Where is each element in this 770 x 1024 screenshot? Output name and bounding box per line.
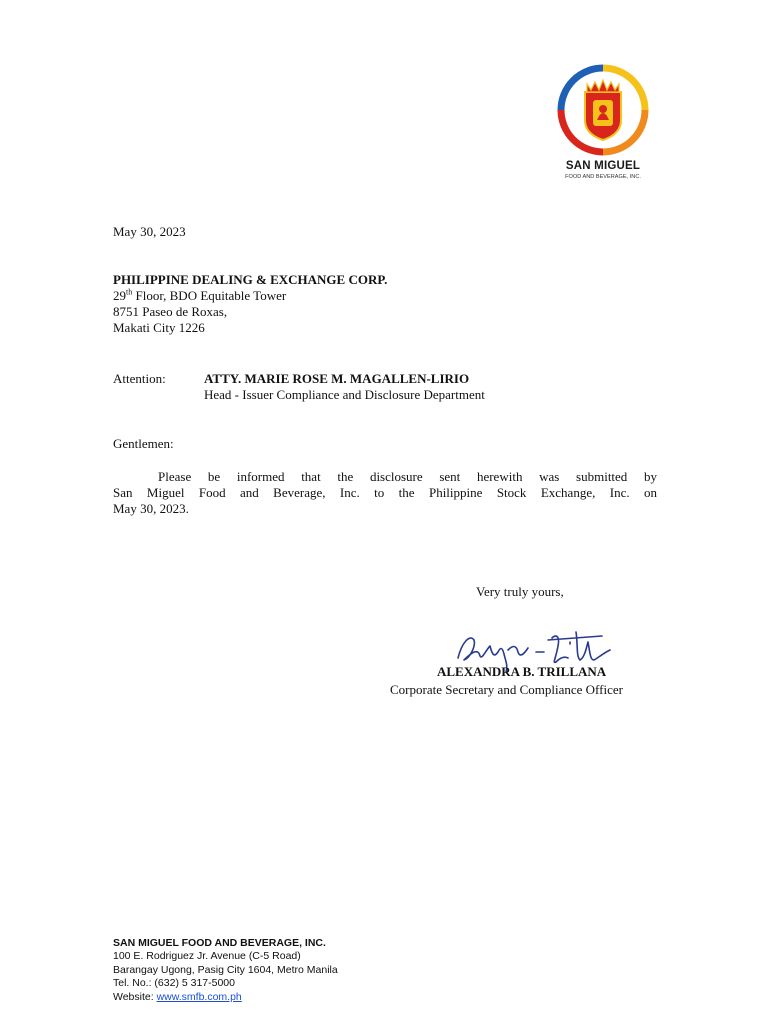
attention-label: Attention: — [113, 371, 166, 386]
floor-number: 29 — [113, 288, 126, 303]
footer-address-2: Barangay Ugong, Pasig City 1604, Metro Manila — [113, 963, 338, 976]
signatory-name: ALEXANDRA B. TRILLANA — [437, 664, 607, 679]
recipient-floor — [113, 288, 387, 304]
recipient-street: 8751 Paseo de Roxas, — [113, 304, 228, 319]
signatory-title: Corporate Secretary and Compliance Officer — [390, 682, 623, 697]
san-miguel-logo-emblem — [555, 62, 651, 158]
floor-suffix: th — [126, 287, 133, 297]
salutation: Gentlemen: — [113, 436, 174, 451]
attention-name: ATTY. MARIE ROSE M. MAGALLEN-LIRIO — [204, 371, 470, 386]
recipient-company: PHILIPPINE DEALING & EXCHANGE CORP. — [113, 272, 388, 287]
attention-position: Head - Issuer Compliance and Disclosure Department — [204, 387, 485, 402]
logo-subtitle: FOOD AND BEVERAGE, INC. — [565, 174, 641, 180]
letter-date: May 30, 2023 — [113, 224, 186, 239]
recipient-block — [113, 272, 387, 336]
body-line-3: May 30, 2023. — [113, 501, 189, 516]
recipient-city: Makati City 1226 — [113, 320, 205, 335]
website-link[interactable]: www.smfb.com.ph — [156, 990, 242, 1003]
footer-address-1: 100 E. Rodriguez Jr. Avenue (C-5 Road) — [113, 950, 301, 963]
footer-website — [113, 991, 338, 1004]
company-logo — [555, 62, 651, 186]
footer-block — [113, 937, 338, 1004]
closing: Very truly yours, — [476, 584, 564, 599]
body-line-2: San Miguel Food and Beverage, Inc. to the Philippine Stock Exchange, Inc. on — [113, 485, 657, 500]
footer-company: SAN MIGUEL FOOD AND BEVERAGE, INC. — [113, 937, 326, 949]
floor-rest: Floor, BDO Equitable Tower — [132, 288, 287, 303]
footer-tel: Tel. No.: (632) 5 317-5000 — [113, 977, 235, 990]
body-line-1: Please be informed that the disclosure sent herewith was submitted by — [158, 469, 657, 484]
website-label: Website: — [113, 990, 157, 1003]
logo-wordmark: SAN MIGUEL — [565, 160, 641, 172]
